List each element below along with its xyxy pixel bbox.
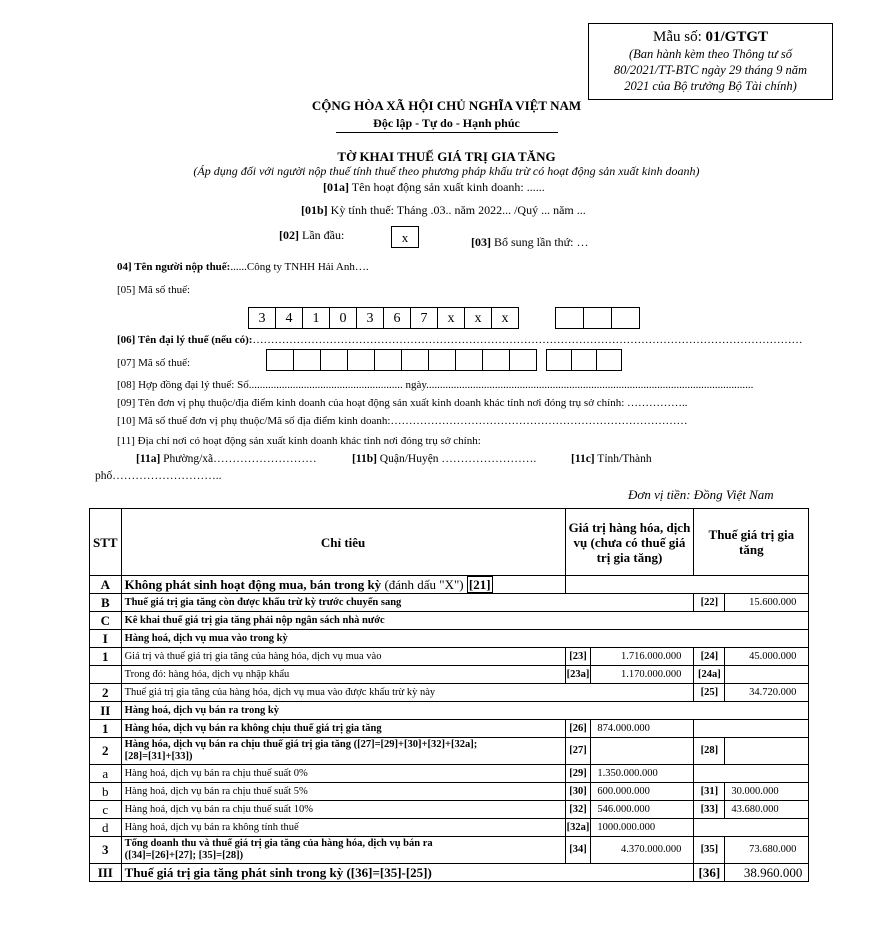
agent-tax-id-suffix-cells[interactable]: [546, 349, 622, 371]
digit-cell[interactable]: 1: [302, 307, 330, 329]
digit-cell[interactable]: [555, 307, 584, 329]
field-11c-cont: phố………………………..: [95, 470, 222, 482]
value-code: [29]: [565, 765, 591, 783]
field-11c-code: [11c]: [571, 453, 595, 465]
row-stt: A: [90, 576, 122, 594]
digit-cell[interactable]: [583, 307, 612, 329]
row-stt: 1: [90, 720, 122, 738]
tax-amount[interactable]: 30.000.000: [725, 783, 809, 801]
tax-amount[interactable]: [725, 666, 809, 684]
digit-cell[interactable]: [320, 349, 348, 371]
row-stt: I: [90, 630, 122, 648]
digit-cell[interactable]: [347, 349, 375, 371]
table-row-IIb: [90, 783, 809, 801]
row-stt: [90, 666, 122, 684]
row-stt: b: [90, 783, 122, 801]
value-code: [34]: [565, 837, 591, 864]
motto-underline: [336, 132, 558, 133]
field-01a-code: [01a]: [323, 180, 349, 194]
field-04-label: 04] Tên người nộp thuế:: [117, 261, 231, 273]
field-05-label: [05] Mã số thuế:: [117, 284, 191, 296]
digit-cell[interactable]: 7: [410, 307, 438, 329]
field-08: [08] Hợp đồng đại lý thuế: Số........................................................ ngày.......................................................................................................................: [117, 379, 754, 391]
digit-cell[interactable]: x: [491, 307, 519, 329]
row-stt: c: [90, 801, 122, 819]
field-03: [471, 235, 589, 250]
row-stt: III: [90, 864, 122, 882]
row-stt: B: [90, 594, 122, 612]
form-number-value: 01/GTGT: [705, 29, 768, 45]
row-empty: [694, 720, 809, 738]
digit-cell[interactable]: 3: [248, 307, 276, 329]
field-01b-code: [01b]: [301, 203, 328, 217]
nation-title: CỘNG HÒA XÃ HỘI CHỦ NGHĨA VIỆT NAM: [311, 98, 582, 113]
digit-cell[interactable]: [293, 349, 321, 371]
table-row-I1a: [90, 666, 809, 684]
field-01a-text: Tên hoạt động sản xuất kinh doanh: ......: [349, 180, 545, 194]
field-01a: [323, 180, 545, 195]
agent-tax-id-cells[interactable]: [266, 349, 537, 371]
value-amount[interactable]: 1000.000.000: [591, 819, 694, 837]
field-11a-code: [11a]: [136, 453, 161, 465]
col-value: Giá trị hàng hóa, dịch vụ (chưa có thuế giá trị gia tăng): [565, 509, 694, 576]
field-11c: [571, 453, 652, 465]
field-11b-code: [11b]: [352, 453, 377, 465]
field-11b: [352, 453, 536, 465]
row-stt: II: [90, 702, 122, 720]
form-number-box: [588, 23, 833, 100]
tax-code: [35]: [694, 837, 725, 864]
row-label: Hàng hoá, dịch vụ bán ra trong kỳ: [121, 702, 809, 720]
value-amount[interactable]: 1.350.000.000: [591, 765, 694, 783]
digit-cell[interactable]: [482, 349, 510, 371]
row-label: Thuế giá trị gia tăng phát sinh trong kỳ ([36]=[35]-[25]): [121, 864, 694, 882]
field-11a: [136, 453, 317, 465]
currency-unit: Đơn vị tiền: Đồng Việt Nam: [628, 487, 774, 502]
tax-amount[interactable]: 34.720.000: [725, 684, 809, 702]
row-label-line2: ([34]=[26]+[27]; [35]=[28]): [124, 850, 244, 861]
tax-code: [22]: [694, 594, 725, 612]
row-stt: 1: [90, 648, 122, 666]
field-11b-text: Quận/Huyện …………………….: [376, 453, 537, 465]
field-10: [10] Mã số thuế đơn vị phụ thuộc/Mã số địa điểm kinh doanh:………………………………………………………………………: [117, 415, 688, 427]
row-label: [121, 837, 565, 864]
tax-code: [24a]: [694, 666, 725, 684]
field-02-text: Lần đầu:: [299, 228, 345, 242]
table-row-IIa: [90, 765, 809, 783]
value-code: [27]: [565, 738, 591, 765]
table-row-I1: [90, 648, 809, 666]
row-label: Thuế giá trị gia tăng còn được khấu trừ kỳ trước chuyển sang: [121, 594, 694, 612]
field-01b: [301, 203, 586, 218]
table-row-II: [90, 702, 809, 720]
motto: [0, 116, 893, 131]
value-amount[interactable]: 546.000.000: [591, 801, 694, 819]
no-activity-checkbox[interactable]: [21]: [468, 576, 491, 592]
tax-code: [33]: [694, 801, 725, 819]
tax-code: [31]: [694, 783, 725, 801]
value-amount[interactable]: 4.370.000.000: [591, 837, 694, 864]
table-row-I: [90, 630, 809, 648]
col-item: Chỉ tiêu: [121, 509, 565, 576]
row-label: Hàng hoá, dịch vụ bán ra không tính thuế: [121, 819, 565, 837]
value-code: [23a]: [565, 666, 591, 684]
value-code: [32a]: [565, 819, 591, 837]
row-stt: C: [90, 612, 122, 630]
row-label-line2: [28]=[31]+[33]): [124, 751, 193, 762]
page-subtitle: (Áp dụng đối với người nộp thuế tính thuế theo phương pháp khấu trừ có hoạt động sản xuất kinh doanh): [193, 164, 700, 178]
digit-cell[interactable]: [611, 307, 640, 329]
table-row-II3: [90, 837, 809, 864]
col-tax: Thuế giá trị gia tăng: [694, 509, 809, 576]
row-label: Trong đó: hàng hóa, dịch vụ nhập khẩu: [121, 666, 565, 684]
field-09: [09] Tên đơn vị phụ thuộc/địa điểm kinh doanh của hoạt động sản xuất kinh doanh khác tỉnh nơi đóng trụ sở chính: ……………..: [117, 397, 688, 409]
digit-cell[interactable]: [428, 349, 456, 371]
table-row-C: [90, 612, 809, 630]
field-11a-text: Phường/xã………………………: [160, 453, 317, 465]
table-row-A: [90, 576, 809, 594]
row-stt: 2: [90, 738, 122, 765]
value-code: [30]: [565, 783, 591, 801]
digit-cell[interactable]: [455, 349, 483, 371]
tax-amount[interactable]: 45.000.000: [725, 648, 809, 666]
table-row-III: [90, 864, 809, 882]
digit-cell[interactable]: 3: [356, 307, 384, 329]
col-stt: STT: [90, 509, 122, 576]
digit-cell[interactable]: 4: [275, 307, 303, 329]
table-row-II1: [90, 720, 809, 738]
row-label: Giá trị và thuế giá trị gia tăng của hàng hóa, dịch vụ mua vào: [121, 648, 565, 666]
digit-cell[interactable]: x: [437, 307, 465, 329]
digit-cell[interactable]: [571, 349, 597, 371]
field-06: [117, 334, 803, 346]
row-stt: 2: [90, 684, 122, 702]
row-label: Hàng hoá, dịch vụ bán ra chịu thuế suất 0%: [121, 765, 565, 783]
form-number: [589, 28, 832, 46]
value-amount[interactable]: [591, 738, 694, 765]
tax-amount[interactable]: 73.680.000: [725, 837, 809, 864]
digit-cell[interactable]: [266, 349, 294, 371]
row-label: Kê khai thuế giá trị gia tăng phải nộp ngân sách nhà nước: [121, 612, 809, 630]
table-row-B: [90, 594, 809, 612]
value-amount[interactable]: 600.000.000: [591, 783, 694, 801]
row-label: Hàng hoá, dịch vụ bán ra chịu thuế suất 5%: [121, 783, 565, 801]
table-row-II2: [90, 738, 809, 765]
field-06-label: [06] Tên đại lý thuế (nếu có):: [117, 334, 253, 346]
row-label: Hàng hóa, dịch vụ bán ra không chịu thuế giá trị gia tăng: [121, 720, 565, 738]
row-label: Hàng hoá, dịch vụ mua vào trong kỳ: [121, 630, 809, 648]
agent-name-field[interactable]: ……………………………………………………………………………………………………………………………………: [252, 334, 803, 346]
table-header-row: [90, 509, 809, 576]
tax-code: [36]: [694, 864, 725, 882]
table-row-I2: [90, 684, 809, 702]
row-A-label-extra: (đánh dấu "X"): [381, 576, 464, 592]
row-label: [121, 576, 565, 594]
digit-cell[interactable]: x: [464, 307, 492, 329]
page-title: TỜ KHAI THUẾ GIÁ TRỊ GIA TĂNG: [337, 149, 556, 164]
tax-id-cells[interactable]: [248, 307, 519, 329]
row-empty: [694, 765, 809, 783]
tax-code: [28]: [694, 738, 725, 765]
field-03-text: Bổ sung lần thứ: …: [491, 235, 589, 249]
value-amount[interactable]: 1.716.000.000: [591, 648, 694, 666]
row-stt: a: [90, 765, 122, 783]
value-code: [23]: [565, 648, 591, 666]
form-note-line3: 2021 của Bộ trưởng Bộ Tài chính): [624, 79, 797, 93]
form-note-line2: 80/2021/TT-BTC ngày 29 tháng 9 năm: [613, 63, 808, 77]
field-01b-text: Kỳ tính thuế: Tháng .03.. năm 2022... /Quý ... năm ...: [327, 203, 586, 217]
tax-amount[interactable]: 43.680.000: [725, 801, 809, 819]
row-label: Hàng hoá, dịch vụ bán ra chịu thuế suất 10%: [121, 801, 565, 819]
field-11: [11] Địa chỉ nơi có hoạt động sản xuất kinh doanh khác tỉnh nơi đóng trụ sở chính:: [117, 435, 481, 447]
row-A-label: Không phát sinh hoạt động mua, bán trong kỳ: [124, 576, 382, 592]
digit-cell[interactable]: [374, 349, 402, 371]
tax-code: [24]: [694, 648, 725, 666]
row-stt: 3: [90, 837, 122, 864]
row-label-line1: Tổng doanh thu và thuế giá trị gia tăng của hàng hóa, dịch vụ bán ra: [124, 838, 433, 849]
row-empty: [694, 819, 809, 837]
form-number-label: Mẫu số:: [652, 29, 706, 45]
tax-amount[interactable]: 38.960.000: [725, 864, 809, 882]
row-stt: d: [90, 819, 122, 837]
field-02: [279, 228, 344, 243]
taxpayer-name[interactable]: ......Công ty TNHH Hải Anh….: [230, 261, 369, 273]
field-11c-text: Tỉnh/Thành: [594, 453, 652, 465]
tax-amount[interactable]: 15.600.000: [725, 594, 809, 612]
field-07-label: [07] Mã số thuế:: [117, 357, 191, 369]
field-03-code: [03]: [471, 235, 491, 249]
motto-text: Độc lập - Tự do - Hạnh phúc: [373, 116, 520, 130]
first-time-checkbox[interactable]: x: [391, 226, 419, 248]
tax-code: [25]: [694, 684, 725, 702]
digit-cell[interactable]: [596, 349, 622, 371]
digit-cell[interactable]: 6: [383, 307, 411, 329]
row-label: [121, 738, 565, 765]
digit-cell[interactable]: [546, 349, 572, 371]
tax-id-suffix-cells[interactable]: [555, 307, 640, 329]
table-row-IId: [90, 819, 809, 837]
field-02-code: [02]: [279, 228, 299, 242]
table-row-IIc: [90, 801, 809, 819]
value-amount[interactable]: 874.000.000: [591, 720, 694, 738]
row-empty: [565, 576, 809, 594]
field-04: [117, 261, 369, 273]
tax-table: [89, 508, 809, 882]
digit-cell[interactable]: 0: [329, 307, 357, 329]
digit-cell[interactable]: [509, 349, 537, 371]
row-label: Thuế giá trị gia tăng của hàng hóa, dịch vụ mua vào được khấu trừ kỳ này: [121, 684, 694, 702]
value-code: [32]: [565, 801, 591, 819]
row-label-line1: Hàng hóa, dịch vụ bán ra chịu thuế giá trị gia tăng ([27]=[29]+[30]+[32]+[32a];: [124, 739, 478, 750]
value-code: [26]: [565, 720, 591, 738]
digit-cell[interactable]: [401, 349, 429, 371]
tax-amount[interactable]: [725, 738, 809, 765]
form-note-line1: (Ban hành kèm theo Thông tư số: [628, 47, 793, 61]
value-amount[interactable]: 1.170.000.000: [591, 666, 694, 684]
